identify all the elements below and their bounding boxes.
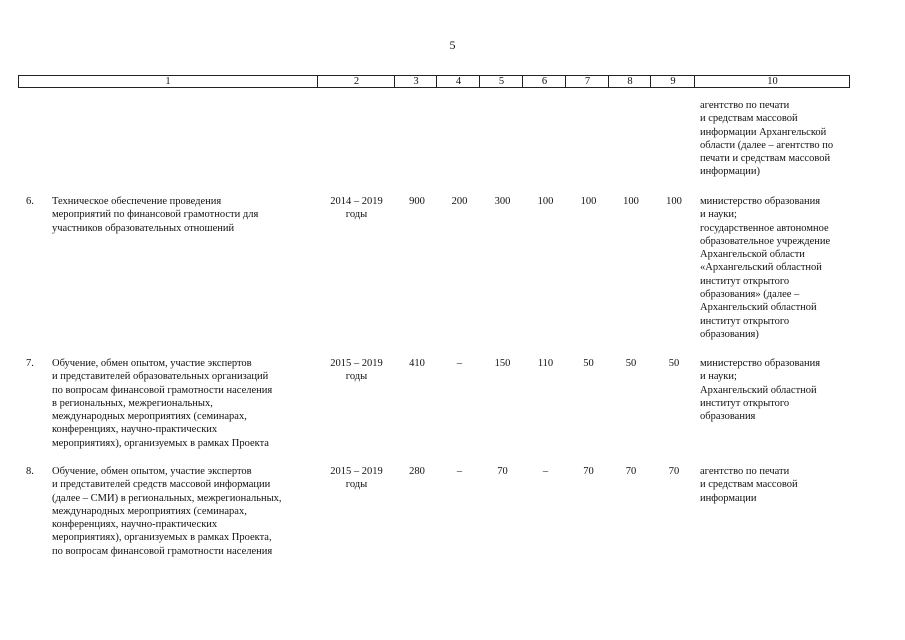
row-col6: 110 (537, 358, 554, 369)
header-col-2: 2 (317, 76, 395, 87)
row-col7: 100 (580, 196, 597, 207)
row-number: 6. (26, 196, 34, 207)
row-col5: 300 (494, 196, 511, 207)
row-col4: – (456, 466, 463, 477)
row-period: 2015 – 2019 годы (330, 466, 383, 491)
header-col-1: 1 (165, 76, 171, 87)
row-col7: 50 (583, 358, 594, 369)
row-col3: 900 (409, 196, 425, 207)
row-number: 8. (26, 466, 34, 477)
row-period: 2014 – 2019 годы (330, 196, 383, 221)
row-col8: 50 (625, 358, 637, 369)
header-col-8: 8 (608, 76, 651, 87)
row-number: 7. (26, 358, 34, 369)
row-col9: 50 (668, 358, 680, 369)
row-description: Обучение, обмен опытом, участие экспертов и представителей средств массовой информации (далее – СМИ) в региональных, межрегиональных, международных мероприятиях (семинарах, конференциях, научно-практических мероприятиях), организуемых в рамках Проекта, по вопросам финансовой грамотности населения (52, 466, 282, 557)
header-col-4: 4 (436, 76, 480, 87)
header-col-3: 3 (394, 76, 437, 87)
header-col-6: 6 (522, 76, 566, 87)
row-executor: министерство образования и науки; Архангельский областной институт открытого образования (700, 358, 821, 423)
header-col-9: 9 (650, 76, 695, 87)
continuation-executor: агентство по печати и средствам массовой информации Архангельской области (далее – агентство по печати и средствам массовой информации) (700, 100, 834, 178)
header-col-5: 5 (479, 76, 523, 87)
row-col3: 410 (409, 358, 425, 369)
table-header (18, 75, 850, 88)
row-col5: 150 (494, 358, 511, 369)
row-col8: 100 (623, 196, 639, 207)
row-col6: – (542, 466, 549, 477)
row-description: Обучение, обмен опытом, участие экспертов и представителей образовательных организаций по вопросам финансовой грамотности населения в региональных, межрегиональных, международных мероприятиях (семинарах, конференциях, научно-практических мероприятиях), организуемых в рамках Проекта (52, 358, 273, 449)
page-number: 5 (449, 38, 456, 52)
row-col6: 100 (537, 196, 554, 207)
header-col-7: 7 (565, 76, 609, 87)
row-executor: агентство по печати и средствам массовой информации (700, 466, 798, 504)
header-col-10: 10 (694, 76, 850, 87)
row-col4: 200 (451, 196, 468, 207)
row-col4: – (456, 358, 463, 369)
row-col9: 100 (666, 196, 682, 207)
row-col5: 70 (497, 466, 508, 477)
row-description: Техническое обеспечение проведения мероприятий по финансовой грамотности для участников образовательных отношений (52, 196, 259, 234)
row-col3: 280 (409, 466, 425, 477)
row-col9: 70 (668, 466, 680, 477)
row-col8: 70 (625, 466, 637, 477)
row-period: 2015 – 2019 годы (330, 358, 383, 383)
row-col7: 70 (583, 466, 594, 477)
row-executor: министерство образования и науки; государственное автономное образовательное учреждение Архангельской области «Архангельский областной институт открытого образования» (далее – Архангельский областной институт открытого образования) (700, 196, 831, 340)
